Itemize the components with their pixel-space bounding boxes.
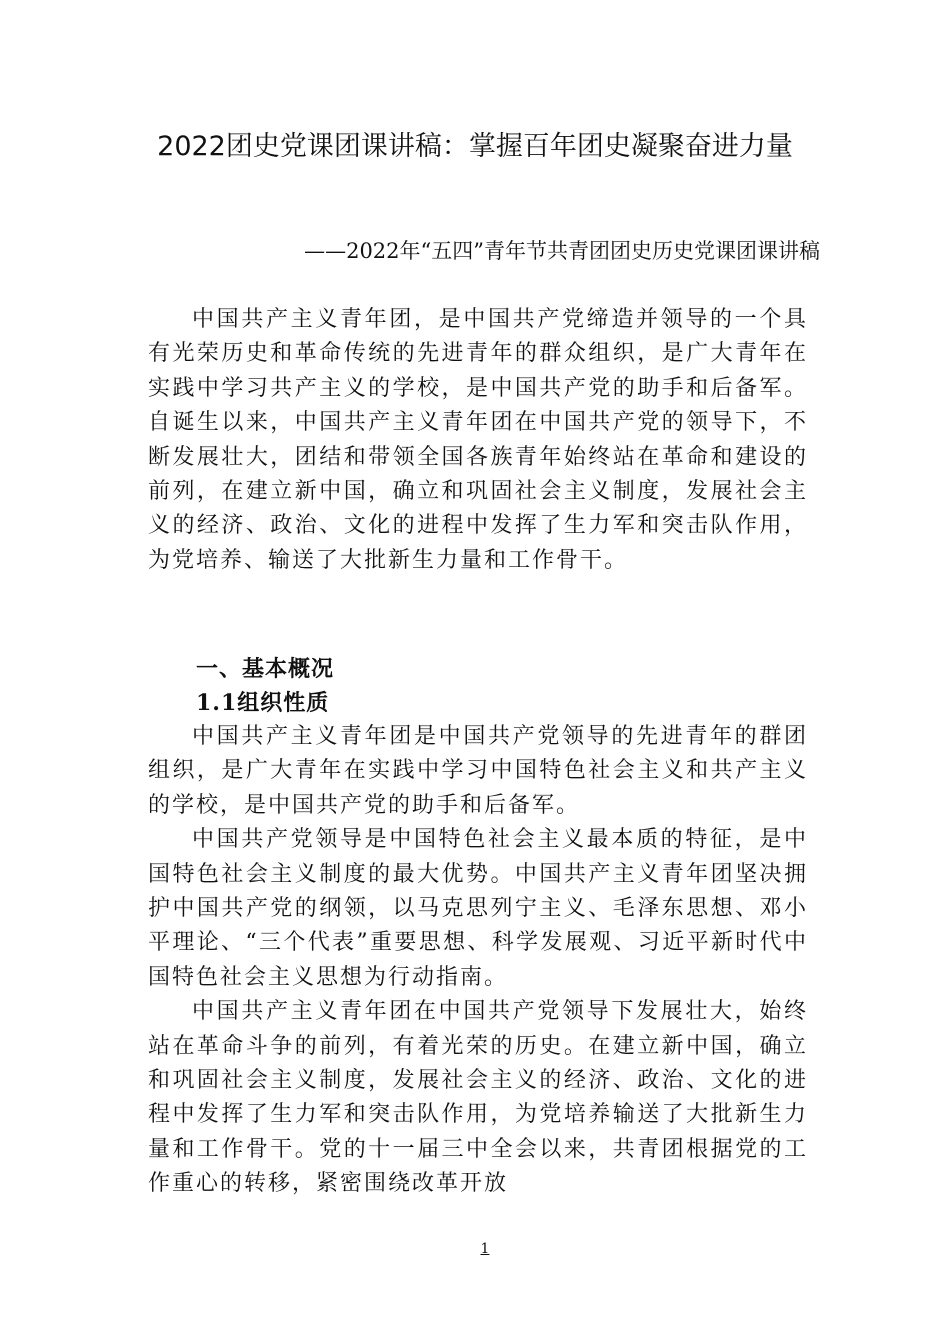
body-paragraph-1: 中国共产主义青年团是中国共产党领导的先进青年的群团组织，是广大青年在实践中学习中国特色社会主义和共产主义的学校，是中国共产党的助手和后备军。 — [148, 724, 808, 818]
body-section — [148, 720, 808, 1202]
body-paragraph-3: 中国共产主义青年团在中国共产党领导下发展壮大，始终站在革命斗争的前列，有着光荣的历史。在建立新中国，确立和巩固社会主义制度，发展社会主义的经济、政治、文化的进程中发挥了生力军和突击队作用，为党培养输送了大批新生力量和工作骨干。党的十一届三中全会以来，共青团根据党的工作重心的转移，紧密围绕改革开放 — [148, 999, 808, 1197]
body-paragraph-2: 中国共产党领导是中国特色社会主义最本质的特征，是中国特色社会主义制度的最大优势。中国共产主义青年团坚决拥护中国共产党的纲领，以马克思列宁主义、毛泽东思想、邓小平理论、“三个代表”重要思想、科学发展观、习近平新时代中国特色社会主义思想为行动指南。 — [148, 827, 808, 990]
subsection-heading: 1.1组织性质 — [196, 690, 330, 716]
document-subtitle: ——2022年“五四”青年节共青团团史历史党课团课讲稿 — [304, 239, 820, 263]
section-heading: 一、基本概况 — [196, 656, 335, 682]
intro-paragraph: 中国共产主义青年团，是中国共产党缔造并领导的一个具有光荣历史和革命传统的先进青年的群众组织，是广大青年在实践中学习共产主义的学校，是中国共产党的助手和后备军。自诞生以来，中国共产主义青年团在中国共产党的领导下，不断发展壮大，团结和带领全国各族青年始终站在革命和建设的前列，在建立新中国，确立和巩固社会主义制度，发展社会主义的经济、政治、文化的进程中发挥了生力军和突击队作用，为党培养、输送了大批新生力量和工作骨干。 — [148, 307, 808, 573]
document-title: 2022团史党课团课讲稿：掌握百年团史凝聚奋进力量 — [157, 131, 793, 162]
page-number: 1 — [480, 1241, 490, 1257]
intro-section — [148, 303, 808, 578]
